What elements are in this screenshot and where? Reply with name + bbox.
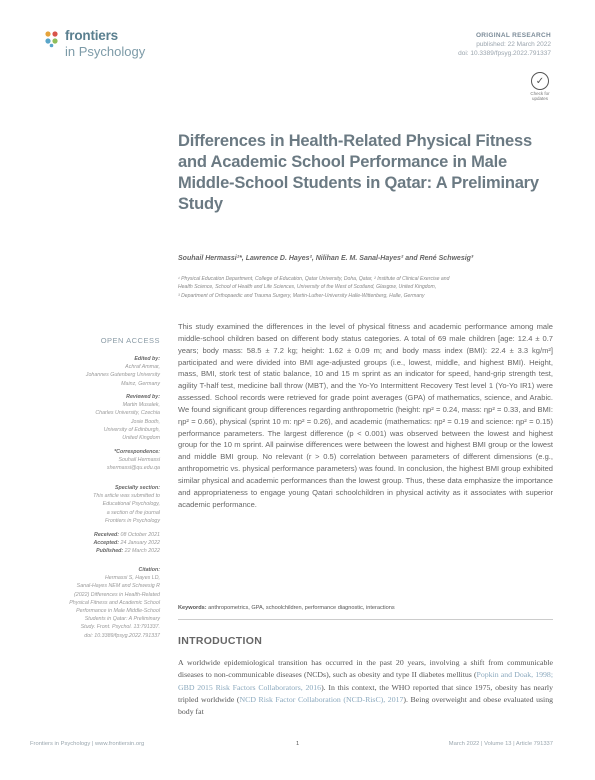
editor-line: Achraf Ammar, <box>125 364 160 371</box>
citation-line: (2022) Differences in Health-Related <box>74 591 160 598</box>
abstract: This study examined the differences in the level of physical fitness and academic performance among male middle-school children based on different body status categories. A total of 69 male children [age: 12.4 ± 0.7 years; body mass: 58.5 ± 7.2 kg; height: 1.62 ± 0.09 m; and body mass index (BMI): 22.4 ± 3.3 kg/m²] participated and were divided into BMI age-adjusted groups (i.e., lowest, middle, and highest BMI). Height, mass, BMI, stork test of static balance, 10 and 15 m sprint as an indicator for speed, hand-grip strength test, agility T-half test, medicine ball throw (MBT), and the Yo-Yo Intermittent Recovery Test level 1 (Yo-Yo IR1) were assessed. School records were retrieved for grade point averages (GPA) of mathematics, science, and Arabic. We found significant group differences regarding anthropometric (height: ηp² = 0.24, mass: ηp² = 0.33, and BMI: ηp² = 0.66), physical (sprint 10 m: ηp² = 0.26), and academic (mathematics: ηp² = 0.19 and science: ηp² = 0.15) performance parameters. The largest difference (p < 0.001) was observed between the lowest and highest group for the 10 m sprint. All pairwise differences were between the lowest and highest BMI group or the lowest and middle BMI group. No relevant (r > 0.5) correlation between parameters of different dimensions (e.g., anthropometric vs. physical performance parameters) was found. In conclusion, the highest BMI group exhibited similar physical and academic performances than the lowest group. Thus, these data emphasize the importance and appropriateness to engage young Qatari schoolchildren in physical activity as it associates with superior academic performance. <box>178 322 553 509</box>
intro-text: ). In this context, the WHO reported that since 1975, obesity has nearly tripled worldwide ( <box>178 682 553 704</box>
check-updates-icon: ✓ <box>531 72 549 90</box>
received-date: Received: 08 October 2021 <box>94 532 160 538</box>
open-access-badge: OPEN ACCESS <box>100 336 160 345</box>
citation-line: Physical Fitness and Academic School <box>69 599 160 606</box>
footer-journal[interactable]: Frontiers in Psychology | www.frontiersin.org <box>30 741 145 747</box>
article-type: ORIGINAL RESEARCH <box>475 32 551 39</box>
accepted-date: Accepted: 24 January 2022 <box>93 540 160 547</box>
reviewed-by <box>24 393 160 442</box>
doi[interactable]: doi: 10.3389/fpsyg.2022.791337 <box>458 50 551 57</box>
specialty-line: a section of the journal <box>106 509 160 516</box>
check-updates-label: Check for updates <box>530 91 550 101</box>
edited-by <box>24 355 160 388</box>
section-heading-introduction: INTRODUCTION <box>178 635 263 647</box>
article-meta <box>331 32 551 57</box>
reviewer-line: Charles University, Czechia <box>95 410 160 417</box>
reviewer-line: United Kingdom <box>122 435 160 442</box>
citation-link[interactable]: Popkin and Doak, 1998; GBD 2015 Risk Factors Collaborators, 2016 <box>178 670 553 692</box>
published-label: Published: <box>96 548 124 555</box>
journal-logo <box>44 28 184 68</box>
received-label: Received: <box>94 532 120 538</box>
citation-line: Study. Front. Psychol. 13:791337. <box>80 624 160 631</box>
citation-doi[interactable]: doi: 10.3389/fpsyg.2022.791337 <box>84 632 160 639</box>
affiliation-line: ³ Department of Orthopaedic and Trauma Surgery, Martin-Luther-University Halle-Wittenberg, Halle, Germany <box>178 292 425 299</box>
affiliations <box>178 275 553 300</box>
correspondence-label: *Correspondence: <box>114 449 160 455</box>
article-title: Differences in Health-Related Physical Fitness and Academic School Performance in Male Middle-School Students in Qatar: A Preliminary Study <box>178 132 539 213</box>
author-list: Souhail Hermassi¹*, Lawrence D. Hayes², Nilihan E. M. Sanal-Hayes² and René Schwesig³ <box>178 255 474 262</box>
specialty-label: Specialty section: <box>114 485 160 491</box>
affiliation-line: Health Science, School of Health and Life Sciences, University of the West of Scotland, Glasgow, United Kingdom, <box>178 284 437 291</box>
intro-text: A worldwide epidemiological transition has occurred in the past 20 years, involving a shift from communicable diseases to non-communicable diseases (NCDs), such as obesity and type II diabetes mellitus ( <box>178 658 553 680</box>
reviewer-line: Martin Musalek, <box>122 402 160 409</box>
reviewed-by-label: Reviewed by: <box>126 394 160 400</box>
correspondence-name: Souhail Hermassi <box>118 457 160 464</box>
specialty-line: Frontiers in Psychology <box>104 517 160 524</box>
editor-line: Johannes Gutenberg University <box>85 372 160 379</box>
correspondence-email[interactable]: shermassi@qu.edu.qa <box>106 465 160 472</box>
specialty-section <box>24 484 160 525</box>
specialty-line: Educational Psychology, <box>102 501 160 508</box>
logo-text-journal: in Psychology <box>65 44 146 59</box>
dates <box>24 531 160 556</box>
check-for-updates-button[interactable] <box>529 72 551 104</box>
specialty-line: This article was submitted to <box>93 493 160 500</box>
citation-link[interactable]: NCD Risk Factor Collaboration (NCD-RisC), 2017 <box>239 694 404 704</box>
citation-line: Hermassi S, Hayes LD, <box>104 575 160 582</box>
reviewer-line: University of Edinburgh, <box>103 426 160 433</box>
citation-label: Citation: <box>138 567 160 573</box>
correspondence <box>24 448 160 473</box>
published-date-side: Published: 22 March 2022 <box>96 548 160 555</box>
edited-by-label: Edited by: <box>134 356 160 362</box>
citation-line: Students in Qatar: A Preliminary <box>84 616 160 623</box>
affiliation-line: ¹ Physical Education Department, College of Education, Qatar University, Doha, Qatar, ² Institute of Clinical Exercise and <box>178 276 450 282</box>
divider <box>178 619 553 620</box>
citation-line: Performance in Male Middle-School <box>76 608 160 615</box>
reviewer-line: Josie Booth, <box>130 418 160 425</box>
editor-line: Mainz, Germany <box>121 380 160 387</box>
keywords <box>178 605 553 611</box>
logo-text-frontiers: frontiers <box>65 28 118 43</box>
published-date: published: 22 March 2022 <box>476 41 551 48</box>
intro-text: ). Being overweight and obese evaluated using body fat <box>178 694 553 717</box>
frontiers-logo-icon <box>44 30 62 48</box>
page-number: 1 <box>296 741 300 747</box>
keywords-list: anthropometrics, GPA, schoolchildren, performance diagnostic, interactions <box>208 605 395 611</box>
keywords-label: Keywords: <box>178 605 207 611</box>
introduction-body <box>178 657 553 718</box>
footer-issue: March 2022 | Volume 13 | Article 791337 <box>448 741 553 747</box>
citation <box>24 566 160 640</box>
accepted-label: Accepted: <box>93 540 120 547</box>
citation-line: Sanal-Hayes NEM and Schwesig R <box>76 583 160 590</box>
